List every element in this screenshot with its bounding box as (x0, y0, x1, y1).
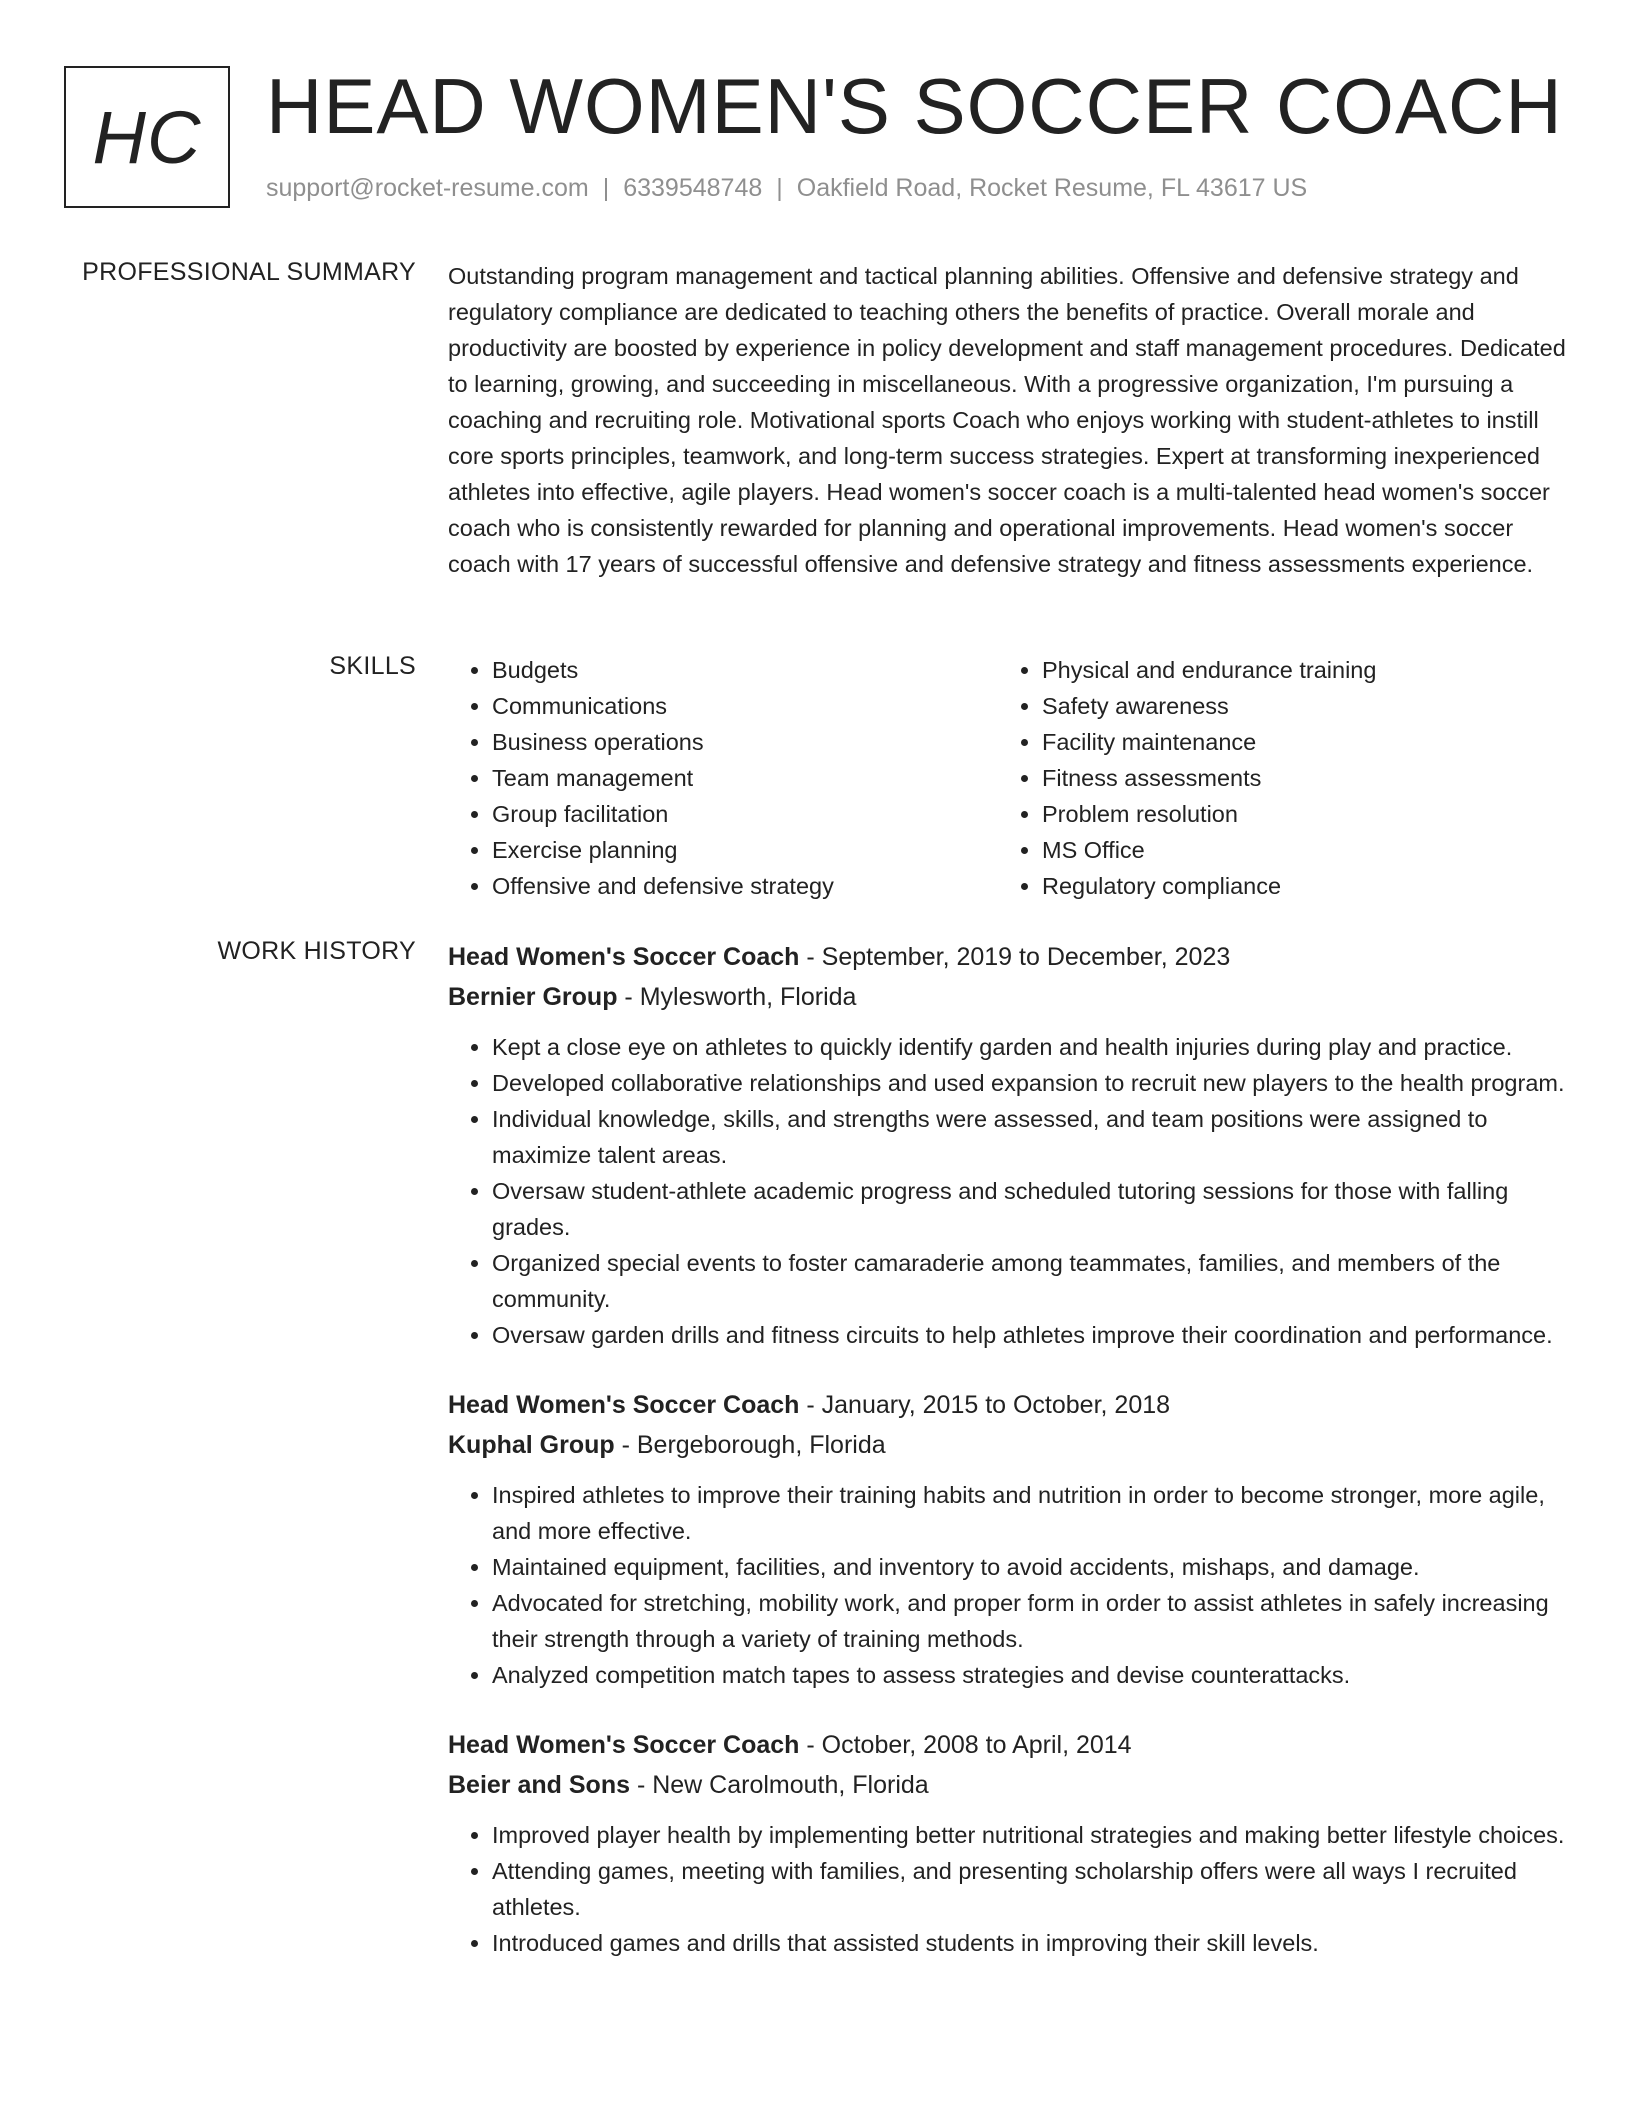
job-location: - New Carolmouth, Florida (630, 1771, 929, 1799)
job-bullet: • Kept a close eye on athletes to quickly identify garden and health injuries during play and practice. (492, 1029, 1568, 1065)
skill-item: • Group facilitation (492, 796, 998, 832)
job-bullet: • Oversaw garden drills and fitness circuits to help athletes improve their coordination and performance. (492, 1317, 1568, 1353)
job-bullet: • Oversaw student-athlete academic progress and scheduled tutoring sessions for those with falling grades. (492, 1173, 1568, 1245)
job-bullet-list (448, 1477, 1568, 1693)
summary-body (448, 258, 1568, 582)
skill-item: • Budgets (492, 652, 998, 688)
job-title: Head Women's Soccer Coach (448, 1731, 800, 1759)
skill-item: • Team management (492, 760, 998, 796)
work-history-heading: WORK HISTORY (217, 937, 416, 965)
skill-item: • Exercise planning (492, 832, 998, 868)
job-bullet: • Improved player health by implementing better nutritional strategies and making better lifestyle choices. (492, 1817, 1568, 1853)
skill-item: • Offensive and defensive strategy (492, 868, 998, 904)
job-bullet: • Advocated for stretching, mobility work, and proper form in order to assist athletes in safely increasing their strength through a variety of training methods. (492, 1585, 1568, 1657)
skills-body (448, 652, 1568, 904)
skills-columns (448, 652, 1568, 904)
job-bullet: • Developed collaborative relationships and used expansion to recruit new players to the health program. (492, 1065, 1568, 1101)
skills-heading: SKILLS (329, 652, 416, 680)
contact-phone: 6339548748 (623, 174, 763, 202)
work-history-body (448, 937, 1568, 1993)
job-location: - Bergeborough, Florida (614, 1431, 886, 1459)
job-title-line (448, 1385, 1568, 1425)
contact-separator: | (602, 174, 610, 202)
job-title: Head Women's Soccer Coach (448, 1391, 800, 1419)
summary-text: Outstanding program management and tactical planning abilities. Offensive and defensive strategy and regulatory compliance are dedicated to teaching others the benefits of practice. Overall morale and productivity are boosted by experience in policy development and staff management procedures. Dedicated to learning, growing, and succeeding in miscellaneous. With a progressive organization, I'm pursuing a coaching and recruiting role. Motivational sports Coach who enjoys working with student-athletes to instill core sports principles, teamwork, and long-term success strategies. Expert at transforming inexperienced athletes into effective, agile players. Head women's soccer coach is a multi-talented head women's soccer coach who is consistently rewarded for planning and operational improvements. Head women's soccer coach with 17 years of successful offensive and defensive strategy and fitness assessments experience. (448, 263, 1566, 577)
skill-item: • Problem resolution (1042, 796, 1548, 832)
skill-item: • Communications (492, 688, 998, 724)
skill-item: • Fitness assessments (1042, 760, 1548, 796)
job-entry (448, 937, 1568, 1353)
skill-item: • MS Office (1042, 832, 1548, 868)
job-company-line (448, 1425, 1568, 1465)
contact-address: Oakfield Road, Rocket Resume, FL 43617 US (796, 174, 1308, 202)
job-company-line (448, 1765, 1568, 1805)
job-bullet: • Maintained equipment, facilities, and inventory to avoid accidents, mishaps, and damage. (492, 1549, 1568, 1585)
job-bullet-list (448, 1817, 1568, 1961)
contact-line (266, 174, 1307, 203)
job-bullet: • Attending games, meeting with families, and presenting scholarship offers were all ways I recruited athletes. (492, 1853, 1568, 1925)
monogram-logo: HC (64, 66, 230, 208)
job-dates: - September, 2019 to December, 2023 (799, 943, 1231, 971)
skill-item: • Regulatory compliance (1042, 868, 1548, 904)
job-company-line (448, 977, 1568, 1017)
job-bullet: • Introduced games and drills that assisted students in improving their skill levels. (492, 1925, 1568, 1961)
resume-title: HEAD WOMEN'S SOCCER COACH (266, 62, 1563, 150)
job-bullet-list (448, 1029, 1568, 1353)
skill-item: • Business operations (492, 724, 998, 760)
skill-item: • Safety awareness (1042, 688, 1548, 724)
job-company: Beier and Sons (448, 1771, 630, 1799)
job-bullet: • Analyzed competition match tapes to assess strategies and devise counterattacks. (492, 1657, 1568, 1693)
job-bullet: • Individual knowledge, skills, and strengths were assessed, and team positions were assigned to maximize talent areas. (492, 1101, 1568, 1173)
job-title-line (448, 1725, 1568, 1765)
job-entry (448, 1725, 1568, 1961)
job-dates: - October, 2008 to April, 2014 (799, 1731, 1132, 1759)
skills-list-right (998, 652, 1548, 904)
summary-heading: PROFESSIONAL SUMMARY (82, 258, 416, 286)
job-entry (448, 1385, 1568, 1693)
resume-header (64, 62, 1564, 216)
job-company: Kuphal Group (448, 1431, 615, 1459)
contact-separator: | (776, 174, 783, 202)
job-company: Bernier Group (448, 983, 618, 1011)
job-bullet: • Organized special events to foster camaraderie among teammates, families, and members of the community. (492, 1245, 1568, 1317)
job-title: Head Women's Soccer Coach (448, 943, 800, 971)
job-bullet: • Inspired athletes to improve their training habits and nutrition in order to become stronger, more agile, and more effective. (492, 1477, 1568, 1549)
job-location: - Mylesworth, Florida (617, 983, 857, 1011)
skill-item: • Facility maintenance (1042, 724, 1548, 760)
skill-item: • Physical and endurance training (1042, 652, 1548, 688)
skills-list-left (448, 652, 998, 904)
contact-email: support@rocket-resume.com (266, 174, 589, 202)
job-dates: - January, 2015 to October, 2018 (799, 1391, 1171, 1419)
job-title-line (448, 937, 1568, 977)
